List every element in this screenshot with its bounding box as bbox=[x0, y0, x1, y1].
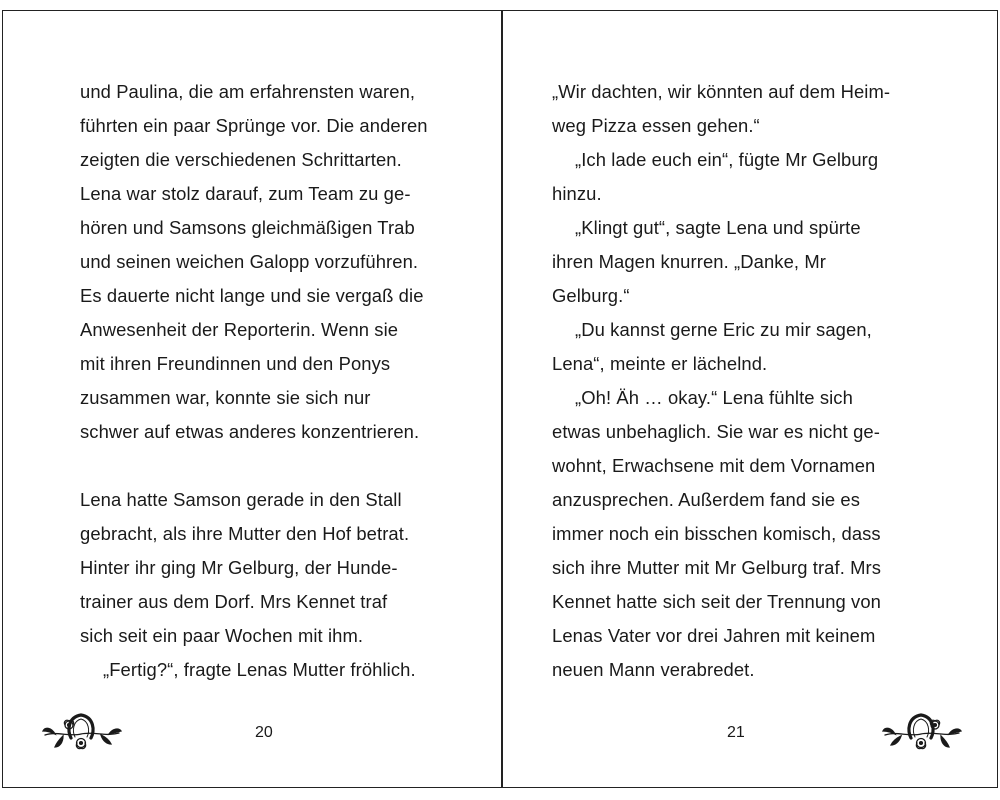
text-line: schwer auf etwas anderes konzentrieren. bbox=[80, 421, 420, 442]
text-line: gebracht, als ihre Mutter den Hof betrat. bbox=[80, 523, 410, 544]
horseshoe-flower-ornament-icon bbox=[41, 707, 123, 753]
text-line: Lenas Vater vor drei Jahren mit keinem bbox=[552, 625, 876, 646]
text-line: „Du kannst gerne Eric zu mir sagen, bbox=[575, 319, 872, 340]
horseshoe-flower-ornament-icon bbox=[881, 707, 963, 753]
text-line: „Fertig?“, fragte Lenas Mutter fröhlich. bbox=[103, 659, 416, 680]
text-line: und seinen weichen Galopp vorzuführen. bbox=[80, 251, 419, 272]
text-line: führten ein paar Sprünge vor. Die anderen bbox=[80, 115, 428, 136]
text-line: Kennet hatte sich seit der Trennung von bbox=[552, 591, 882, 612]
text-line: „Ich lade euch ein“, fügte Mr Gelburg bbox=[575, 149, 879, 170]
text-line: und Paulina, die am erfahrensten waren, bbox=[80, 81, 416, 102]
text-line: immer noch ein bisschen komisch, dass bbox=[552, 523, 881, 544]
text-line: zeigten die verschiedenen Schrittarten. bbox=[80, 149, 402, 170]
text-line: ihren Magen knurren. „Danke, Mr bbox=[552, 251, 826, 272]
text-line: „Oh! Äh … okay.“ Lena fühlte sich bbox=[575, 387, 853, 408]
text-line: etwas unbehaglich. Sie war es nicht ge- bbox=[552, 421, 880, 442]
text-line: sich ihre Mutter mit Mr Gelburg traf. Mrs bbox=[552, 557, 882, 578]
left-page-text bbox=[80, 75, 460, 687]
text-line: Lena war stolz darauf, zum Team zu ge- bbox=[80, 183, 411, 204]
text-line: Lena“, meinte er lächelnd. bbox=[552, 353, 768, 374]
text-line: weg Pizza essen gehen.“ bbox=[552, 115, 760, 136]
page-number: 21 bbox=[727, 724, 745, 741]
text-line: Es dauerte nicht lange und sie vergaß die bbox=[80, 285, 424, 306]
text-line: Lena hatte Samson gerade in den Stall bbox=[80, 489, 402, 510]
text-line: mit ihren Freundinnen und den Ponys bbox=[80, 353, 391, 374]
page-number: 20 bbox=[255, 724, 273, 741]
text-line: hinzu. bbox=[552, 183, 602, 204]
text-line: Hinter ihr ging Mr Gelburg, der Hunde- bbox=[80, 557, 398, 578]
left-page bbox=[3, 11, 501, 787]
text-line: „Wir dachten, wir könnten auf dem Heim- bbox=[552, 81, 891, 102]
text-line: hören und Samsons gleichmäßigen Trab bbox=[80, 217, 415, 238]
text-line: zusammen war, konnte sie sich nur bbox=[80, 387, 371, 408]
text-line: Anwesenheit der Reporterin. Wenn sie bbox=[80, 319, 399, 340]
right-page-text bbox=[552, 75, 932, 687]
text-line: neuen Mann verabredet. bbox=[552, 659, 755, 680]
text-line: wohnt, Erwachsene mit dem Vornamen bbox=[552, 455, 876, 476]
text-line: Gelburg.“ bbox=[552, 285, 630, 306]
text-line: trainer aus dem Dorf. Mrs Kennet traf bbox=[80, 591, 388, 612]
paragraph-break bbox=[80, 449, 460, 483]
text-line: sich seit ein paar Wochen mit ihm. bbox=[80, 625, 364, 646]
text-line: „Klingt gut“, sagte Lena und spürte bbox=[575, 217, 861, 238]
right-page bbox=[503, 11, 997, 787]
text-line: anzusprechen. Außerdem fand sie es bbox=[552, 489, 861, 510]
book-spread bbox=[2, 10, 998, 788]
